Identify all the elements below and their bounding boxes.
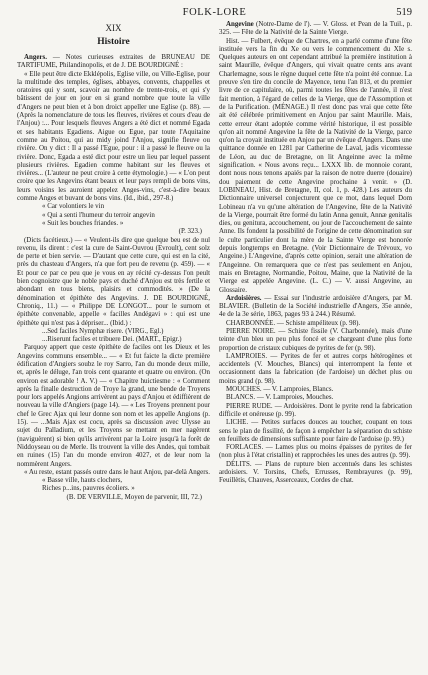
verse-line: « Qui a senti l'humeur du terroir angevin xyxy=(42,210,155,219)
two-column-body xyxy=(17,20,412,501)
citation-line: (B. DE VERVILLE, Moyen de parvenir, III, 72.) xyxy=(66,492,202,501)
section-number: XIX xyxy=(105,23,122,33)
entry-text: — Notes curieuses extraites de BRUNEAU DE TARTIFUME, Philandinopolis, et de J. DE BOURDIGNÉ : xyxy=(17,53,210,70)
entry-text: — Essai sur l'industrie ardoisière d'Angers, par M. BLAVIER. (Bulletin de la Société industrielle d'Angers, 35e année, 4e de la 3e série, 1863, pages 93 à 244.) Résumé. xyxy=(219,293,412,319)
entry-headword: Angevine xyxy=(226,20,254,28)
verse-line: Riches p...ins, pauvres écoliers. » xyxy=(42,484,135,493)
citation-line: (P. 323.) xyxy=(178,227,202,236)
section-title: Histoire xyxy=(97,37,130,47)
entry-paragraph xyxy=(17,53,210,70)
verse-line: « Basse ville, hauts clochers, xyxy=(42,476,123,485)
verse-line: ...Sed faciles Nymphæ risere. (VIRG., Egl.) xyxy=(42,326,164,335)
page-number: 519 xyxy=(396,7,412,18)
body-paragraph: MOUCHES. — V. Lamproies, Blancs. xyxy=(226,385,334,394)
body-paragraph: LAMPROIES. — Pyrites de fer et autres corps hétérogènes et accidentels (V. Mouches, Blancs) qui interrompent la fente et occasionnent dans la fabrication (de l'ardoise) un déchet plus ou moins grand (p. 98). xyxy=(219,351,412,385)
running-header xyxy=(17,0,412,20)
entry-text: (Notre-Dame de l'). — V. Gloss. et Pean de la Tuil., p. 325. — Fête de la Nativité de la Sainte Vierge. xyxy=(219,20,412,37)
body-paragraph: DÉLITS. — Plans de rupture bien accentués dans les schistes ardoisiers. V. Torsins, Chefs, Errusses, Rembrayures (p. 99), Feuillètis, Chauves, Asserceaux, Cordes de chat. xyxy=(219,459,412,485)
running-title: FOLK-LORE xyxy=(182,7,247,18)
body-paragraph: CHARBONNÉE. — Schiste ampéliteux (p. 98). xyxy=(226,318,361,327)
body-paragraph: BLANCS. — V. Lamproies, Mouches. xyxy=(226,393,334,402)
body-paragraph: Hist. — Fulbert, évêque de Chartres, en a parlé comme d'une fête instituée vers la fin du Xe ou vers le commencement du XIe s. Quelques auteurs en ont cependant attribué la première institution à saint Maurille, évêque d'Angers, qui vivait quatre cents ans avant Charlemagne, sous le règne duquel cette fête n'a point été connue. La preuve s'en tire du concile de Mayence, tenu l'an 813, et du premier livre de ce capitulaire, où, parmi toutes les fêtes de l'année, il n'est fait mention, à l'égard de celles de la Vierge, que de l'Assomption et de la Purification. (MÉNAGE.) Il n'est donc pas vrai que cette fête ait été célébrée primitivement en Anjou par saint Maurille. Mais, cette erreur étant adoptée comme vérité historique, il est possible qu'on ait nommé Angevine la fête de la Nativité de la Vierge, parce qu'on la croyait instituée en Anjou par un évêque d'Angers. Dans une quittance donnée en 1281 par Catherine de Laval, jadis vicomtesse de Léon, au duc de Bretagne, on lit Angeinne avec la même signification. « Nous avons reçu... LXXX lib. de monnoie corant, dont nous nous tenons apaiés par la raison de notre duerre (douaire) dou paiement de cette Angevine prochaine à venir. » (D. LOBINEAU, Hist. de Bretagne, II, col. 1, p. 428.) Les auteurs du Dictionnaire universel conjecturent que ce mot, dans lequel Dom Lobineau n'a vu qu'une altération de l'Angevine, fête de la Nativité de la Vierge, pourrait être formé du latin Anna genuit, Annæ genitalis dies, ou genitura, accouchement, ou jour de l'accouchement de sainte Anne. Ils fondent la possibilité de l'origine de cette dénomination sur le culte particulier dont la mère de la Sainte Vierge est honorée depuis longtemps en Bretagne. (Voir Dictionnaire de Trévoux, vo Angeine.) L'Angevine, d'après cette opinion, serait une altération de l'Angeinne. On remarquera que ce n'est pas seulement en Anjou, mais en Bretagne, Normandie, Poitou, Maine, que la Nativité de la Vierge est appelée Angevine. (L. C.) — V. aussi Angevine, au Glossaire. xyxy=(219,36,412,294)
entry-paragraph xyxy=(219,20,412,37)
entry-headword: Ardoisières. xyxy=(226,293,262,302)
verse-line: « Car volontiers le vin xyxy=(42,202,105,211)
body-paragraph: FORLACES. — Lames plus ou moins épaisses de pyrites de fer (non plus à l'état cristallin) et rapprochées les unes des autres (p. 99). xyxy=(219,443,412,460)
body-paragraph: « Elle peut être dicte Ekklépolis, Eglise ville, ou Ville-Eglise, pour la multitude des temples, églises, abbayes, convents, chappelles et oratoires qui y sont, scavoir au nombre de trente-trois, et qui s'y bâtissent de jour en jour en si grand nombre que toute la ville d'Angers ne peut bien et à bon droict appeller une Eglise (p. 88). — (Après la nomenclature de tous les fleuves, rivières et cours d'eau de l'Anjou) :... Pour lesquels fleuves Angers a été dict et nommé Egada et ses habitants Egadiens. Aigue ou Egue, par toute l'Aquitaine comme au Poitou, qui au midy joind l'Anjou, signifie fleuve ou rivière. On y dict : Il a passé l'Egue, pour : il a passé le fleuve ou la rivière. Donc, Egada a esté dict pour estre un lieu par lequel passent plusieurs rivières. Egadien comme habitant sur les fleuves et rivières... (L'auteur ne peut croire à cette étymologie.) — « L'on peut croire que les Angevins étant beaux et leur pays rempli de bons vins, leurs voisins les auroient appelez Anges-vins, c'est-à-dire beaux comme Anges et buvant de bons vins. (Id., ibid., 297-8.) xyxy=(17,69,210,203)
verse-line: « Suit les bouches friandes. » xyxy=(42,218,124,227)
body-paragraph: Parquoy appert que ceste épithète de faciles ont les Dieux et les Angevins communs ensemble... — « Et fut faicte la dicte première édification d'Angiers soubz le roy Sarro, l'an du monde deux mille, et, après le déluge, l'an trois cent quarante et quatre ou environ. (On environ est adorable ! A. V.) — « Chapitre huictiesme : « Comment après la finalle destruction de Troye la grand, une bende de Troyens pour lors appelés Angions arrivèrent au pays d'Anjou et édiffièrent de nouveau la ville d'Angiers (page 14). — « Les Troyens prennent pour chef le Grec Ajax qui leur donne son nom et les appelle Angions (p. 15). — ...Mais Ajax est cocu, après sa discussion avec Ulysse au sujet du Palladium, et les Troyens se mettant en mer nagèrent (naviguèrent) si bien qu'ils arrivèrent par la Loire jusqu'à la forêt de Niddoyseau ou de Merle. Ils trouvent la ville des Andes, qui tombait en ruines (15) l'an du monde environ 4027, et de leur nom la nommèrent Angers. xyxy=(17,343,211,468)
right-column xyxy=(219,20,412,501)
body-paragraph: LICHE. — Petites surfaces douces au toucher, coupant en tous sens le plan de fissilité, de façon à empêcher la séparation du schiste en feuillets de dimensions suffisante pour faire de l'ardoise (p. 99.) xyxy=(219,418,412,443)
entry-paragraph xyxy=(219,294,412,319)
body-paragraph: PIERRE NOIRE. — Schiste fissile (V. Charbonnée), mais d'une teinte d'un bleu un peu plus foncé et se chargeant d'une plus forte proportion de cristaux cubiques de pyrites de fer (p. 98). xyxy=(219,326,412,352)
left-column xyxy=(17,20,210,501)
entry-headword: Angers. xyxy=(24,53,47,61)
body-paragraph: PIERRE RUDE. — Ardoisières. Dont le pyrite rend la fabrication difficile et onéreuse (p. 99). xyxy=(219,401,412,418)
body-paragraph: (Dicts facétieux.) — « Veulent-ils dire que quelque beu est de nul revenu, ils dirent : c'est la cure de Saint-Ouvrou (Evroult), cent solz de perte et bien servie. — D'autant que cette cure, qui est en la cité, près du chasteau d'Angers, n'a que fort peu de revenu (p. 459). — « Et pour ce par ce peu que je vous en ay récité cy-dessus l'on peult bien cognoistre que le noble pays et duché d'Anjou est très fertile et abondant en tous biens, plaisirs et commodités. » (De la dénomination et épithète des Angevins. J. DE BOURDIGNÉ, Chroniq., 11.) — « Philippe DE LONGOT... pour le surnom et épithète convenable, appelle « facilles Andégavi » : qui est une épithète qui n'est pas à dépriser... (Ibid.) : xyxy=(17,235,210,327)
verse-line: ...Riserunt faciles et tribuere Dei. (MART., Epigr.) xyxy=(42,335,182,344)
body-paragraph: « Au reste, estant passés outre dans le haut Anjou, par-delà Angers. xyxy=(24,467,210,476)
